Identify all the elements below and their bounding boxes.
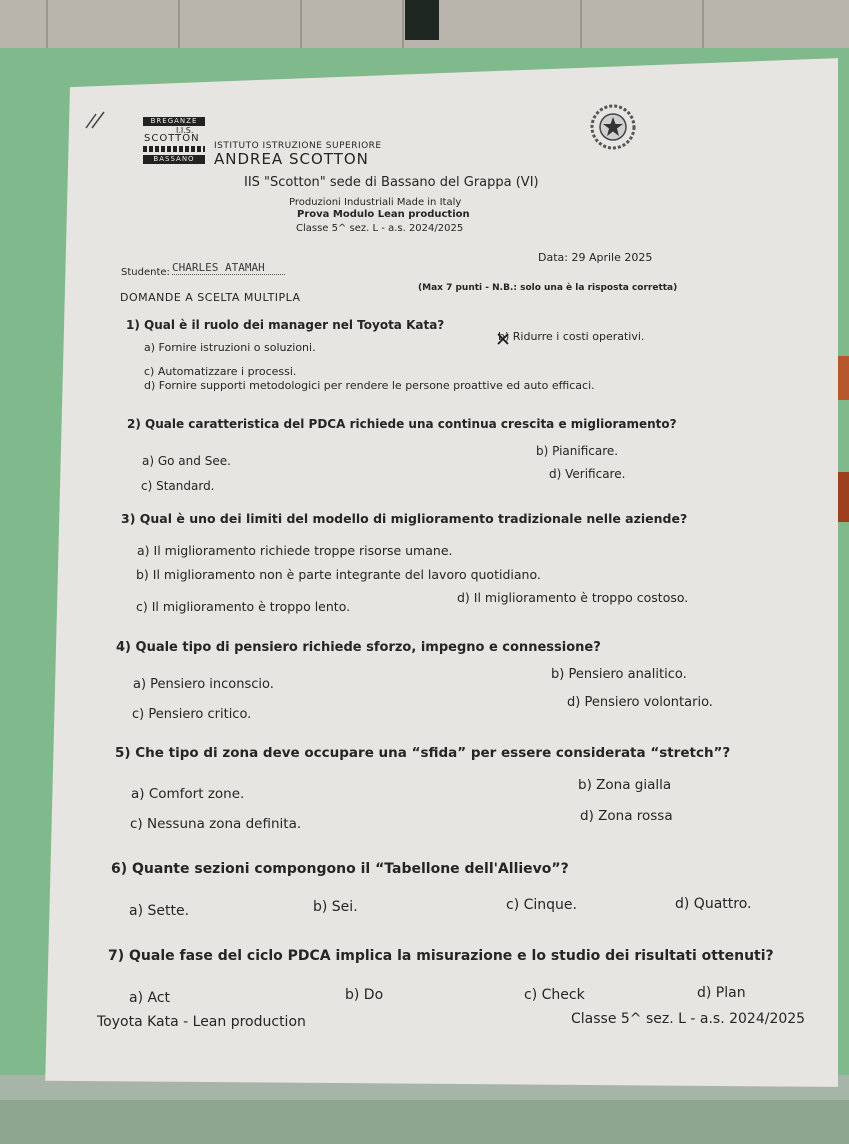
logo-lis: I.I.S.	[176, 126, 194, 135]
question-4-option-a: a) Pensiero inconscio.	[133, 677, 274, 692]
question-1-option-d: d) Fornire supporti metodologici per rendere le persone proattive ed auto efficaci.	[144, 379, 595, 392]
footer-class: Classe 5^ sez. L - a.s. 2024/2025	[571, 1011, 806, 1027]
question-3-text: 3) Qual è uno dei limiti del modello di miglioramento tradizionale nelle aziende?	[121, 511, 688, 526]
logo-name: SCOTTON	[144, 133, 200, 144]
question-7-text: 7) Quale fase del ciclo PDCA implica la misurazione e lo studio dei risultati ottenuti?	[108, 948, 774, 964]
question-7-option-d: d) Plan	[697, 985, 746, 1001]
question-5-option-b: b) Zona gialla	[578, 777, 672, 793]
question-1-text: 1) Qual è il ruolo dei manager nel Toyota Kata?	[126, 318, 445, 332]
question-6-option-b: b) Sei.	[313, 899, 358, 915]
question-4-text: 4) Quale tipo di pensiero richiede sforzo, impegno e connessione?	[116, 640, 601, 655]
question-1-option-a: a) Fornire istruzioni o soluzioni.	[144, 341, 316, 354]
question-2-option-c: c) Standard.	[141, 479, 215, 493]
question-5-option-d: d) Zona rossa	[580, 808, 673, 824]
floor-tile	[302, 0, 404, 48]
logo-top-band: BREGANZE	[143, 117, 205, 126]
question-5-option-a: a) Comfort zone.	[131, 786, 245, 802]
floor-tile	[48, 0, 180, 48]
floor-background	[0, 0, 849, 48]
question-4-option-d: d) Pensiero volontario.	[567, 695, 713, 710]
chair-leg	[405, 0, 439, 40]
footer-course: Toyota Kata - Lean production	[97, 1014, 306, 1030]
question-2-text: 2) Quale caratteristica del PDCA richiede una continua crescita e miglioramento?	[127, 417, 677, 431]
floor-tile	[180, 0, 302, 48]
pen-mark-icon	[82, 110, 112, 130]
section-title: DOMANDE A SCELTA MULTIPLA	[120, 291, 301, 304]
test-name: Prova Modulo Lean production	[297, 209, 470, 220]
floor-tile	[440, 0, 582, 48]
question-6-option-d: d) Quattro.	[675, 896, 752, 912]
question-7-option-c: c) Check	[524, 987, 585, 1003]
exam-date: Data: 29 Aprile 2025	[538, 251, 653, 264]
question-3-option-c: c) Il miglioramento è troppo lento.	[136, 599, 351, 614]
course-name: Produzioni Industriali Made in Italy	[289, 197, 462, 208]
floor-tile	[0, 0, 48, 48]
school-seat: IIS "Scotton" sede di Bassano del Grappa (VI)	[244, 175, 539, 190]
floor-tile	[582, 0, 704, 48]
question-7-option-b: b) Do	[345, 987, 384, 1003]
question-2-option-a: a) Go and See.	[142, 454, 231, 468]
question-1-option-b: b) Ridurre i costi operativi.	[498, 330, 645, 343]
question-5-text: 5) Che tipo di zona deve occupare una “sfida” per essere considerata “stretch”?	[115, 745, 731, 761]
question-7-option-a: a) Act	[129, 990, 171, 1006]
student-name: CHARLES ATAMAH	[172, 261, 285, 275]
question-3-option-d: d) Il miglioramento è troppo costoso.	[457, 590, 689, 605]
question-2-option-d: d) Verificare.	[549, 467, 626, 481]
question-4-option-c: c) Pensiero critico.	[132, 707, 252, 722]
question-1-option-c: c) Automatizzare i processi.	[144, 365, 297, 378]
institute-type: ISTITUTO ISTRUZIONE SUPERIORE	[214, 141, 382, 151]
question-6-text: 6) Quante sezioni compongono il “Tabellone dell'Allievo”?	[111, 861, 569, 877]
logo-bottom-band: BASSANO	[143, 155, 205, 164]
question-2-option-b: b) Pianificare.	[536, 444, 619, 458]
class-info: Classe 5^ sez. L - a.s. 2024/2025	[296, 223, 464, 234]
student-label: Studente:	[121, 267, 170, 278]
section-note: (Max 7 punti - N.B.: solo una è la risposta corretta)	[418, 283, 678, 293]
institute-name: ANDREA SCOTTON	[214, 150, 369, 168]
question-3-option-b: b) Il miglioramento non è parte integrante del lavoro quotidiano.	[136, 567, 541, 582]
italian-emblem-icon	[589, 103, 637, 151]
question-4-option-b: b) Pensiero analitico.	[551, 667, 687, 682]
question-3-option-a: a) Il miglioramento richiede troppe risorse umane.	[137, 543, 453, 558]
logo-pattern	[143, 146, 205, 152]
question-5-option-c: c) Nessuna zona definita.	[130, 816, 302, 832]
desk-edge-shadow	[0, 1100, 849, 1144]
question-6-option-a: a) Sette.	[129, 903, 190, 919]
question-6-option-c: c) Cinque.	[506, 897, 577, 913]
